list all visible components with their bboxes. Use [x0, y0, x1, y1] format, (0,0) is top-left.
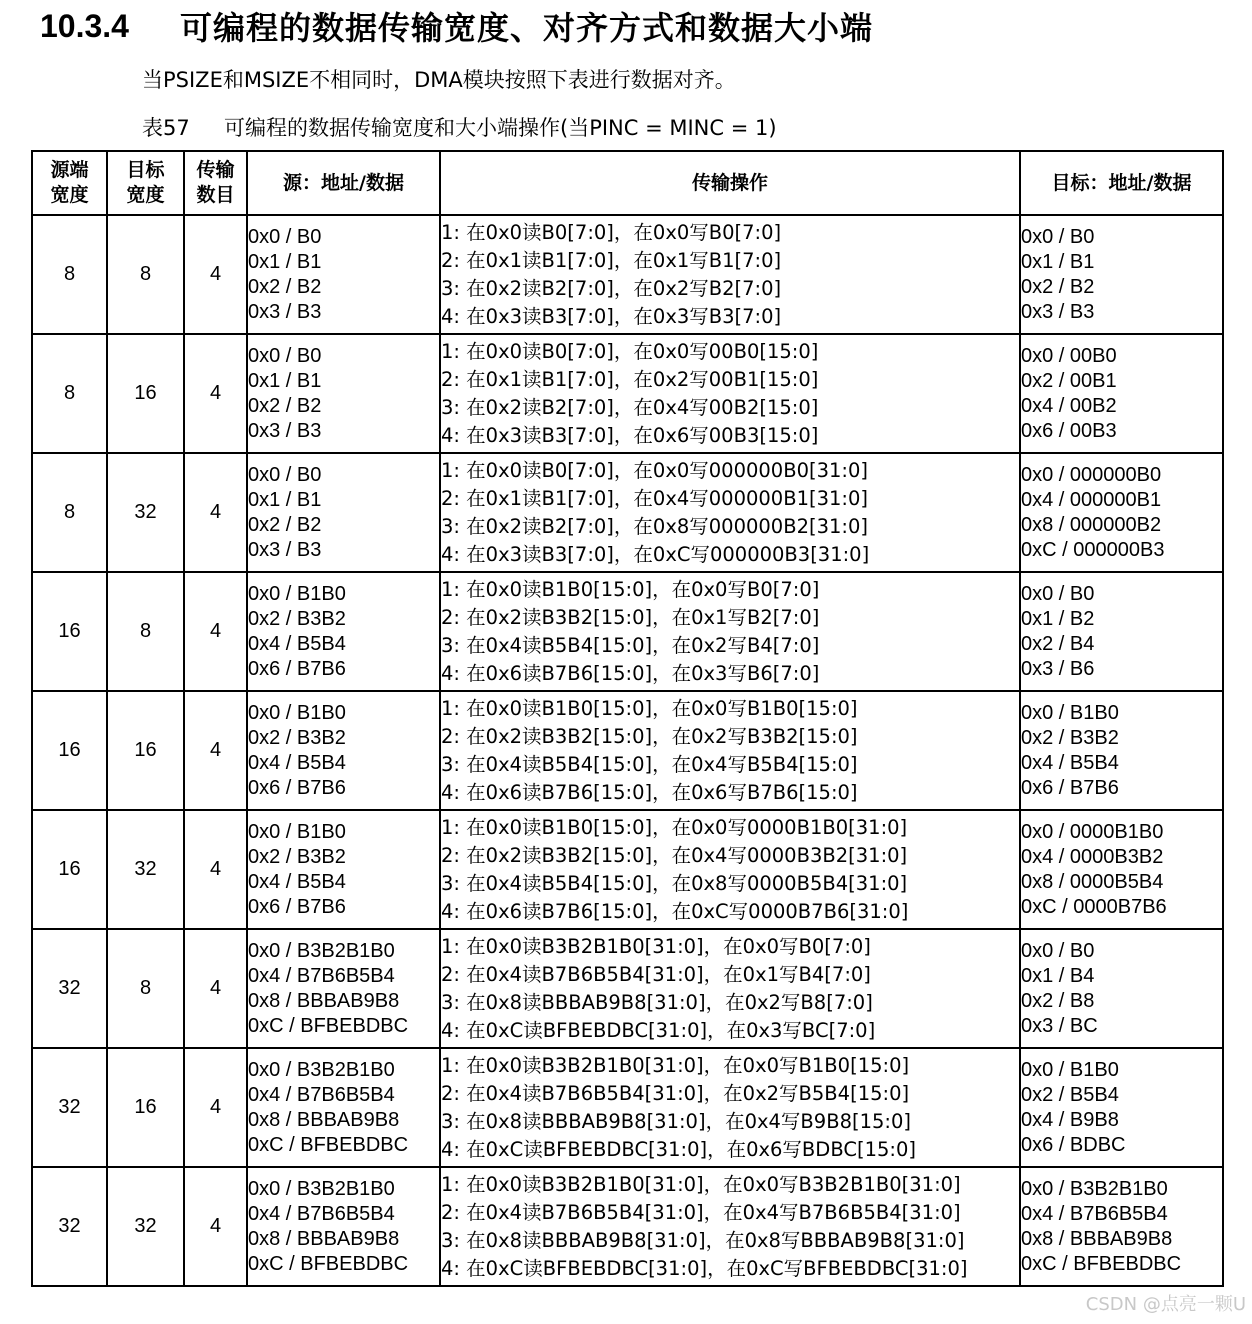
source-line: 0x4 / B7B6B5B4 [248, 1083, 395, 1106]
operation-cell [440, 453, 1020, 572]
dest-line: 0x1 / B4 [1021, 964, 1095, 987]
src-width-cell: 32 [32, 1167, 107, 1286]
source-line: 0x1 / B1 [248, 369, 322, 392]
operation-line: 2: 在0x1读B1[7:0]，在0x1写B1[7:0] [441, 248, 782, 272]
src-width-cell: 16 [32, 691, 107, 810]
source-line: 0x4 / B5B4 [248, 870, 346, 893]
dest-line: 0x0 / 00B0 [1021, 344, 1117, 367]
header-count-line: 传输 [196, 159, 235, 181]
dst-width-cell: 32 [107, 1167, 184, 1286]
operation-cell [440, 215, 1020, 334]
source-line: 0x8 / BBBAB9B8 [248, 1227, 400, 1250]
dest-cell [1020, 215, 1223, 334]
src-width-cell: 8 [32, 453, 107, 572]
operation-line: 2: 在0x4读B7B6B5B4[31:0]，在0x2写B5B4[15:0] [441, 1081, 910, 1105]
dest-line: 0x0 / B0 [1021, 225, 1095, 248]
source-cell [247, 1167, 440, 1286]
source-line: 0x0 / B3B2B1B0 [248, 1058, 395, 1081]
section-heading [40, 4, 873, 48]
dst-width-cell: 8 [107, 572, 184, 691]
table-number: 表57 [142, 116, 190, 140]
dst-width-cell: 16 [107, 334, 184, 453]
header-count [184, 151, 247, 215]
operation-line: 1: 在0x0读B0[7:0]，在0x0写00B0[15:0] [441, 339, 819, 363]
dest-line: 0xC / 000000B3 [1021, 538, 1165, 561]
header-src-width-line: 源端 [50, 159, 89, 181]
src-width-cell: 8 [32, 334, 107, 453]
table-body [32, 215, 1223, 1286]
count-cell: 4 [184, 334, 247, 453]
operation-line: 3: 在0x2读B2[7:0]，在0x8写000000B2[31:0] [441, 514, 868, 538]
dest-line: 0x3 / B6 [1021, 657, 1095, 680]
operation-line: 1: 在0x0读B0[7:0]，在0x0写B0[7:0] [441, 220, 782, 244]
dest-line: 0x0 / 000000B0 [1021, 463, 1162, 486]
dest-cell [1020, 1048, 1223, 1167]
dest-line: 0x2 / B4 [1021, 632, 1095, 655]
operation-line: 2: 在0x1读B1[7:0]，在0x4写000000B1[31:0] [441, 486, 868, 510]
operation-line: 3: 在0x4读B5B4[15:0]，在0x4写B5B4[15:0] [441, 752, 858, 776]
operation-line: 1: 在0x0读B1B0[15:0]，在0x0写B0[7:0] [441, 577, 820, 601]
operation-line: 1: 在0x0读B3B2B1B0[31:0]，在0x0写B1B0[15:0] [441, 1053, 910, 1077]
dest-line: 0x4 / 0000B3B2 [1021, 845, 1164, 868]
operation-line: 2: 在0x4读B7B6B5B4[31:0]，在0x1写B4[7:0] [441, 962, 871, 986]
table-row [32, 691, 1223, 810]
src-width-cell: 32 [32, 1048, 107, 1167]
dest-line: 0xC / 0000B7B6 [1021, 895, 1167, 918]
dest-line: 0x0 / B0 [1021, 939, 1095, 962]
dst-width-cell: 32 [107, 453, 184, 572]
source-line: 0x1 / B1 [248, 250, 322, 273]
operation-line: 4: 在0xC读BFBEBDBC[31:0]，在0x3写BC[7:0] [441, 1018, 876, 1042]
dest-line: 0x2 / B5B4 [1021, 1083, 1119, 1106]
source-line: 0x0 / B3B2B1B0 [248, 1177, 395, 1200]
dest-line: 0x0 / B1B0 [1021, 701, 1119, 724]
dest-line: 0x2 / B3B2 [1021, 726, 1119, 749]
dest-line: 0x1 / B2 [1021, 607, 1095, 630]
operation-cell [440, 929, 1020, 1048]
watermark: CSDN @点亮一颗U [1085, 1294, 1246, 1315]
dest-line: 0x6 / B7B6 [1021, 776, 1119, 799]
source-line: 0xC / BFBEBDBC [248, 1133, 409, 1156]
dst-width-cell: 32 [107, 810, 184, 929]
source-line: 0x0 / B0 [248, 463, 322, 486]
dest-line: 0x3 / BC [1021, 1014, 1098, 1037]
dest-cell [1020, 691, 1223, 810]
count-cell: 4 [184, 572, 247, 691]
operation-line: 2: 在0x2读B3B2[15:0]，在0x1写B2[7:0] [441, 605, 820, 629]
section-title: 可编程的数据传输宽度、对齐方式和数据大小端 [180, 9, 874, 47]
dest-line: 0x0 / 0000B1B0 [1021, 820, 1164, 843]
source-cell [247, 453, 440, 572]
dma-alignment-table [31, 150, 1224, 1287]
source-line: 0x6 / B7B6 [248, 657, 346, 680]
operation-line: 2: 在0x2读B3B2[15:0]，在0x4写0000B3B2[31:0] [441, 843, 908, 867]
operation-line: 4: 在0x3读B3[7:0]，在0xC写000000B3[31:0] [441, 542, 870, 566]
header-src-width [32, 151, 107, 215]
source-cell [247, 691, 440, 810]
dest-line: 0x8 / BBBAB9B8 [1021, 1227, 1173, 1250]
operation-line: 3: 在0x8读BBBAB9B8[31:0]，在0x2写B8[7:0] [441, 990, 873, 1014]
table-header-row [32, 151, 1223, 215]
source-line: 0x3 / B3 [248, 538, 322, 561]
operation-cell [440, 572, 1020, 691]
operation-cell [440, 810, 1020, 929]
source-cell [247, 572, 440, 691]
table-row [32, 1167, 1223, 1286]
source-line: 0x6 / B7B6 [248, 776, 346, 799]
source-line: 0x2 / B3B2 [248, 845, 346, 868]
dest-line: 0x6 / 00B3 [1021, 419, 1117, 442]
dest-line: 0x0 / B3B2B1B0 [1021, 1177, 1168, 1200]
dest-line: 0x8 / 0000B5B4 [1021, 870, 1164, 893]
header-dst-width [107, 151, 184, 215]
source-line: 0x8 / BBBAB9B8 [248, 989, 400, 1012]
count-cell: 4 [184, 1048, 247, 1167]
dest-line: 0x4 / 00B2 [1021, 394, 1117, 417]
table-title: 可编程的数据传输宽度和大小端操作(当PINC = MINC = 1) [224, 116, 777, 140]
dest-line: 0xC / BFBEBDBC [1021, 1252, 1182, 1275]
operation-line: 4: 在0x6读B7B6[15:0]，在0x6写B7B6[15:0] [441, 780, 858, 804]
source-line: 0x3 / B3 [248, 419, 322, 442]
dest-line: 0x2 / 00B1 [1021, 369, 1117, 392]
dest-line: 0x2 / B8 [1021, 989, 1095, 1012]
source-line: 0x3 / B3 [248, 300, 322, 323]
operation-line: 1: 在0x0读B1B0[15:0]，在0x0写B1B0[15:0] [441, 696, 858, 720]
table-row [32, 810, 1223, 929]
dst-width-cell: 8 [107, 215, 184, 334]
source-cell [247, 215, 440, 334]
operation-line: 3: 在0x4读B5B4[15:0]，在0x8写0000B5B4[31:0] [441, 871, 908, 895]
source-line: 0x0 / B3B2B1B0 [248, 939, 395, 962]
header-count-line: 数目 [196, 184, 235, 206]
operation-line: 3: 在0x2读B2[7:0]，在0x4写00B2[15:0] [441, 395, 819, 419]
src-width-cell: 32 [32, 929, 107, 1048]
dest-cell [1020, 572, 1223, 691]
source-line: 0x4 / B5B4 [248, 751, 346, 774]
header-dst-width-line: 宽度 [126, 184, 165, 206]
dest-cell [1020, 453, 1223, 572]
operation-line: 1: 在0x0读B1B0[15:0]，在0x0写0000B1B0[31:0] [441, 815, 908, 839]
source-line: 0x0 / B0 [248, 225, 322, 248]
count-cell: 4 [184, 929, 247, 1048]
dest-line: 0x3 / B3 [1021, 300, 1095, 323]
count-cell: 4 [184, 810, 247, 929]
operation-line: 2: 在0x2读B3B2[15:0]，在0x2写B3B2[15:0] [441, 724, 858, 748]
dest-cell [1020, 1167, 1223, 1286]
dest-line: 0x1 / B1 [1021, 250, 1095, 273]
dest-line: 0x6 / BDBC [1021, 1133, 1126, 1156]
table-row [32, 1048, 1223, 1167]
operation-line: 4: 在0x6读B7B6[15:0]，在0x3写B6[7:0] [441, 661, 820, 685]
source-line: 0x2 / B2 [248, 394, 322, 417]
operation-line: 3: 在0x8读BBBAB9B8[31:0]，在0x8写BBBAB9B8[31:0] [441, 1228, 965, 1252]
source-line: 0xC / BFBEBDBC [248, 1014, 409, 1037]
source-cell [247, 334, 440, 453]
dest-line: 0x4 / B9B8 [1021, 1108, 1119, 1131]
operation-line: 2: 在0x1读B1[7:0]，在0x2写00B1[15:0] [441, 367, 819, 391]
source-line: 0xC / BFBEBDBC [248, 1252, 409, 1275]
table-row [32, 929, 1223, 1048]
dest-line: 0x4 / B7B6B5B4 [1021, 1202, 1168, 1225]
source-cell [247, 1048, 440, 1167]
src-width-cell: 16 [32, 572, 107, 691]
table-caption [142, 112, 777, 142]
count-cell: 4 [184, 453, 247, 572]
source-line: 0x2 / B3B2 [248, 607, 346, 630]
dest-line: 0x4 / B5B4 [1021, 751, 1119, 774]
operation-line: 1: 在0x0读B3B2B1B0[31:0]，在0x0写B3B2B1B0[31:0] [441, 1172, 961, 1196]
dest-line: 0x2 / B2 [1021, 275, 1095, 298]
operation-line: 4: 在0x3读B3[7:0]，在0x3写B3[7:0] [441, 304, 782, 328]
count-cell: 4 [184, 215, 247, 334]
source-cell [247, 810, 440, 929]
source-line: 0x0 / B1B0 [248, 701, 346, 724]
operation-cell [440, 1167, 1020, 1286]
source-line: 0x4 / B5B4 [248, 632, 346, 655]
source-line: 0x1 / B1 [248, 488, 322, 511]
operation-cell [440, 1048, 1020, 1167]
header-dest: 目标：地址/数据 [1020, 151, 1223, 215]
intro-paragraph: 当PSIZE和MSIZE不相同时，DMA模块按照下表进行数据对齐。 [142, 68, 736, 92]
dest-line: 0x4 / 000000B1 [1021, 488, 1162, 511]
source-line: 0x2 / B2 [248, 513, 322, 536]
operation-line: 3: 在0x4读B5B4[15:0]，在0x2写B4[7:0] [441, 633, 820, 657]
count-cell: 4 [184, 1167, 247, 1286]
dst-width-cell: 16 [107, 1048, 184, 1167]
dst-width-cell: 16 [107, 691, 184, 810]
header-operation: 传输操作 [440, 151, 1020, 215]
header-src-width-line: 宽度 [50, 184, 89, 206]
dest-line: 0x8 / 000000B2 [1021, 513, 1162, 536]
source-line: 0x6 / B7B6 [248, 895, 346, 918]
operation-line: 1: 在0x0读B0[7:0]，在0x0写000000B0[31:0] [441, 458, 868, 482]
header-dst-width-line: 目标 [126, 159, 165, 181]
dest-cell [1020, 929, 1223, 1048]
dest-line: 0x0 / B0 [1021, 582, 1095, 605]
operation-cell [440, 334, 1020, 453]
table-row [32, 215, 1223, 334]
operation-line: 3: 在0x2读B2[7:0]，在0x2写B2[7:0] [441, 276, 782, 300]
table-row [32, 334, 1223, 453]
source-line: 0x0 / B0 [248, 344, 322, 367]
operation-line: 4: 在0xC读BFBEBDBC[31:0]，在0xC写BFBEBDBC[31:0] [441, 1256, 968, 1280]
source-line: 0x2 / B2 [248, 275, 322, 298]
header-source: 源：地址/数据 [247, 151, 440, 215]
dst-width-cell: 8 [107, 929, 184, 1048]
operation-line: 4: 在0x3读B3[7:0]，在0x6写00B3[15:0] [441, 423, 819, 447]
source-line: 0x4 / B7B6B5B4 [248, 964, 395, 987]
source-line: 0x8 / BBBAB9B8 [248, 1108, 400, 1131]
src-width-cell: 16 [32, 810, 107, 929]
dest-cell [1020, 810, 1223, 929]
operation-line: 4: 在0xC读BFBEBDBC[31:0]，在0x6写BDBC[15:0] [441, 1137, 916, 1161]
section-number: 10.3.4 [40, 7, 129, 44]
table-row [32, 453, 1223, 572]
count-cell: 4 [184, 691, 247, 810]
source-line: 0x4 / B7B6B5B4 [248, 1202, 395, 1225]
source-line: 0x0 / B1B0 [248, 582, 346, 605]
operation-line: 3: 在0x8读BBBAB9B8[31:0]，在0x4写B9B8[15:0] [441, 1109, 911, 1133]
operation-line: 4: 在0x6读B7B6[15:0]，在0xC写0000B7B6[31:0] [441, 899, 909, 923]
operation-line: 2: 在0x4读B7B6B5B4[31:0]，在0x4写B7B6B5B4[31:0] [441, 1200, 961, 1224]
source-cell [247, 929, 440, 1048]
src-width-cell: 8 [32, 215, 107, 334]
source-line: 0x2 / B3B2 [248, 726, 346, 749]
dest-cell [1020, 334, 1223, 453]
table-row [32, 572, 1223, 691]
source-line: 0x0 / B1B0 [248, 820, 346, 843]
operation-line: 1: 在0x0读B3B2B1B0[31:0]，在0x0写B0[7:0] [441, 934, 871, 958]
dest-line: 0x0 / B1B0 [1021, 1058, 1119, 1081]
operation-cell [440, 691, 1020, 810]
